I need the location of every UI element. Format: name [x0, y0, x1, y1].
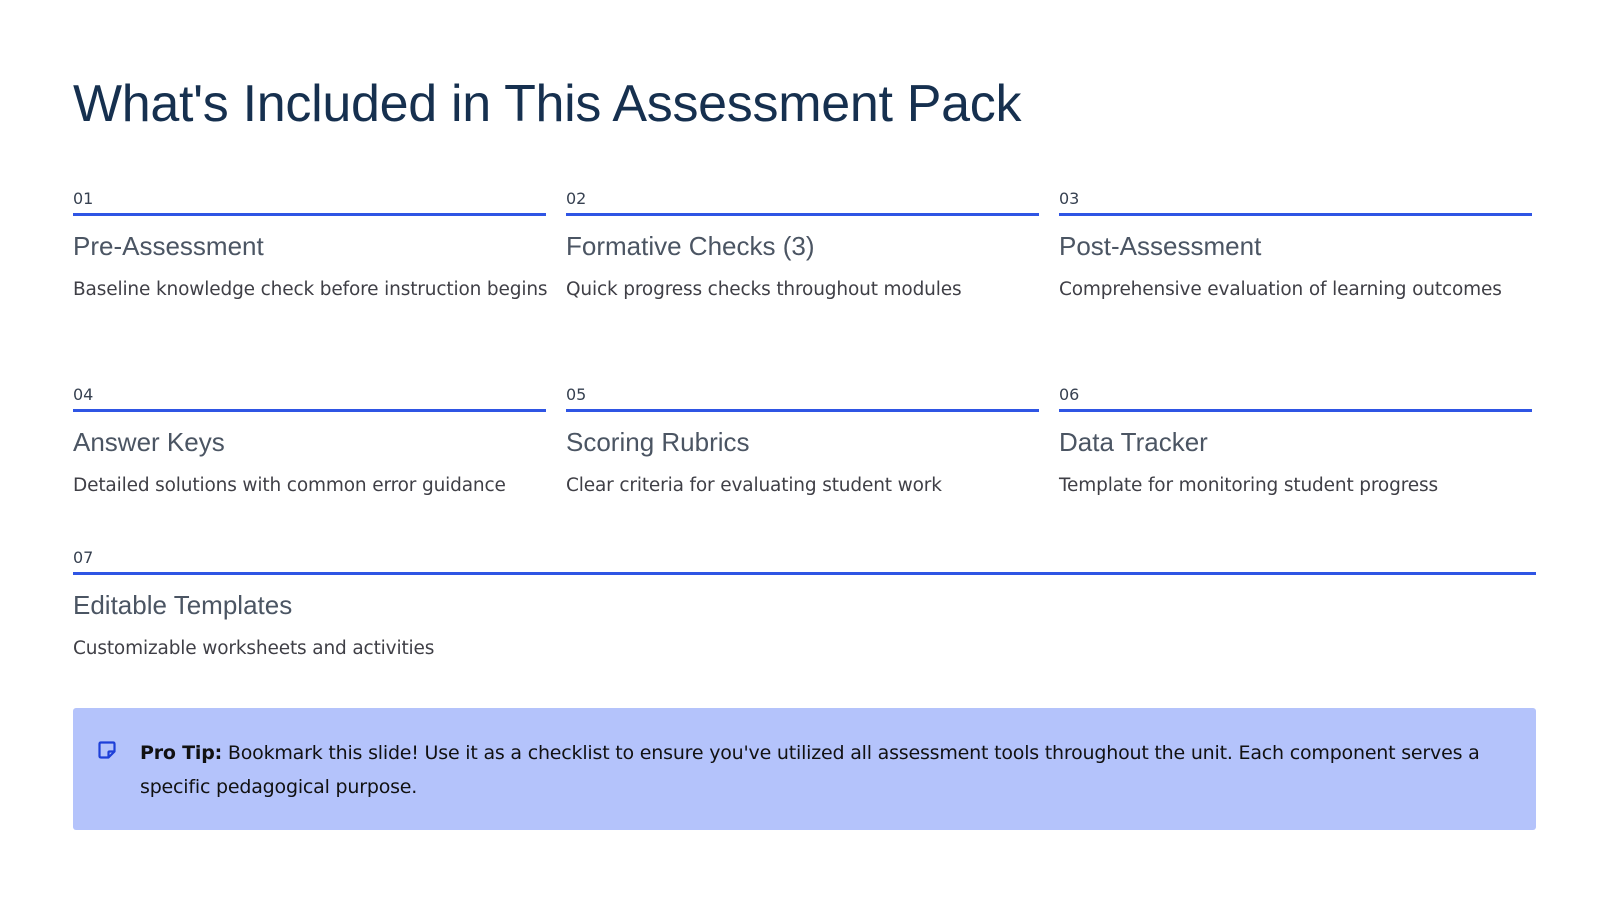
pro-tip-callout: [73, 708, 1536, 830]
item-description: Quick progress checks throughout modules: [566, 279, 962, 300]
item-title: Data Tracker: [1059, 427, 1208, 457]
item-title: Post-Assessment: [1059, 231, 1262, 261]
item-number: 01: [73, 189, 94, 208]
item-card-data-tracker: [1059, 386, 1532, 498]
pro-tip-label: Pro Tip:: [140, 742, 223, 764]
item-divider: [1059, 213, 1532, 216]
item-divider: [1059, 409, 1532, 412]
item-card-answer-keys: [73, 386, 546, 498]
item-number: 06: [1059, 385, 1080, 404]
item-divider: [73, 213, 546, 216]
item-card-formative-checks: [566, 190, 1039, 302]
item-card-pre-assessment: [73, 190, 546, 302]
item-number: 02: [566, 189, 587, 208]
pro-tip-body: Bookmark this slide! Use it as a checklist to ensure you've utilized all assessment tools throughout the unit. Each component serves a specific pedagogical purpose.: [140, 742, 1480, 798]
item-title: Formative Checks (3): [566, 231, 815, 261]
item-title: Pre-Assessment: [73, 231, 264, 261]
item-card-editable-templates: [73, 549, 1536, 661]
item-description: Clear criteria for evaluating student work: [566, 475, 942, 496]
item-divider: [566, 409, 1039, 412]
pro-tip-text: [140, 736, 1510, 804]
item-title: Scoring Rubrics: [566, 427, 750, 457]
page-title: What's Included in This Assessment Pack: [73, 75, 1022, 133]
item-number: 03: [1059, 189, 1080, 208]
item-number: 04: [73, 385, 94, 404]
item-description: Baseline knowledge check before instruction begins: [73, 279, 548, 300]
item-divider: [73, 572, 1536, 575]
item-number: 07: [73, 548, 94, 567]
item-title: Answer Keys: [73, 427, 225, 457]
item-card-scoring-rubrics: [566, 386, 1039, 498]
item-description: Detailed solutions with common error guidance: [73, 475, 506, 496]
item-description: Customizable worksheets and activities: [73, 638, 435, 659]
item-description: Comprehensive evaluation of learning outcomes: [1059, 279, 1502, 300]
note-icon: [97, 740, 117, 760]
item-card-post-assessment: [1059, 190, 1532, 302]
item-number: 05: [566, 385, 587, 404]
item-title: Editable Templates: [73, 590, 293, 620]
item-divider: [566, 213, 1039, 216]
item-divider: [73, 409, 546, 412]
item-description: Template for monitoring student progress: [1059, 475, 1438, 496]
